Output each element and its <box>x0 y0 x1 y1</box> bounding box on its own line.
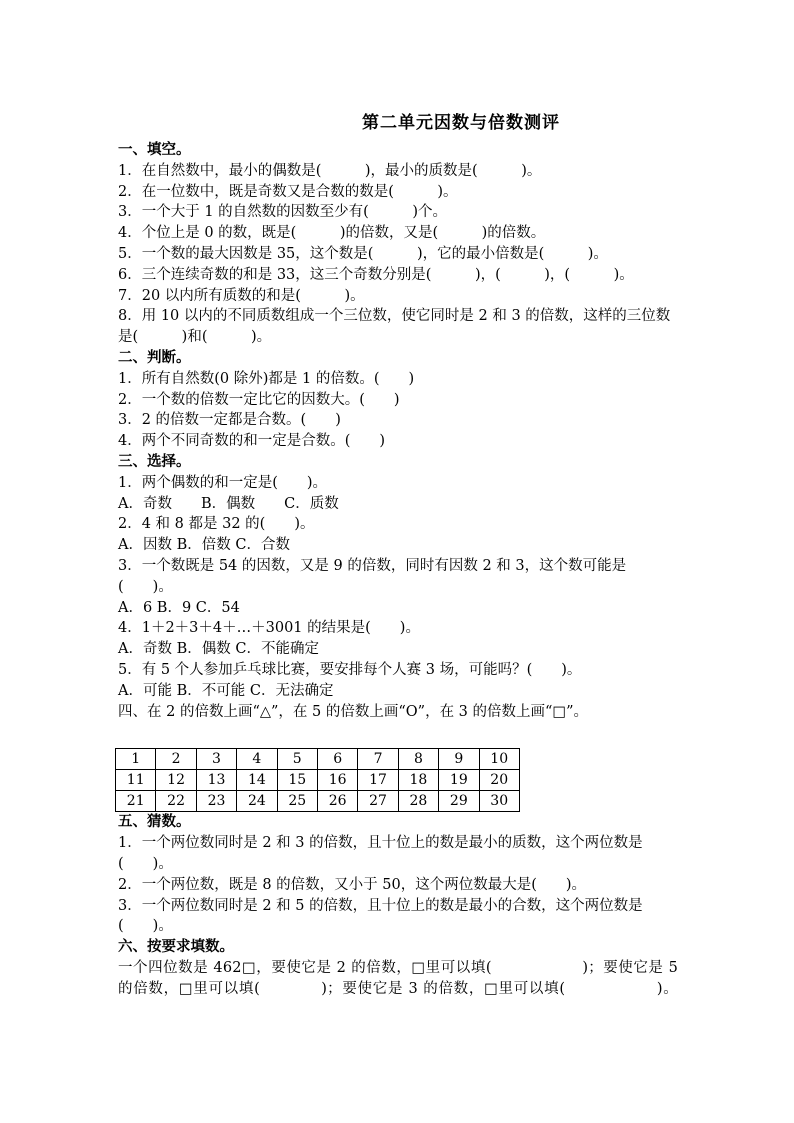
grid-cell: 21 <box>116 791 156 812</box>
question-1-6: 6．三个连续奇数的和是 33，这三个奇数分别是( )，( )，( )。 <box>118 266 634 283</box>
grid-cell: 22 <box>156 791 196 812</box>
grid-cell: 26 <box>317 791 357 812</box>
section6-heading: 六、按要求填数。 <box>118 938 234 956</box>
options-3-3: A．6 B．9 C．54 <box>118 599 240 616</box>
question-1-8: 8．用 10 以内的不同质数组成一个三位数，使它同时是 2 和 3 的倍数，这样的三位数是( )和( )。 <box>118 308 671 346</box>
question-1-1: 1．在自然数中，最小的偶数是( )，最小的质数是( )。 <box>118 162 542 179</box>
grid-row <box>116 791 520 812</box>
grid-row <box>116 770 520 791</box>
question-2-4: 4．两个不同奇数的和一定是合数。( ) <box>118 433 386 450</box>
page-title: 第二单元因数与倍数测评 <box>362 113 560 133</box>
section2-heading: 二、判断。 <box>118 348 191 366</box>
grid-cell: 19 <box>439 770 479 791</box>
question-3-2: 2．4 和 8 都是 32 的( )。 <box>118 516 315 533</box>
question-1-5: 5．一个数的最大因数是 35，这个数是( )，它的最小倍数是( )。 <box>118 245 608 262</box>
section1-heading: 一、填空。 <box>118 141 191 158</box>
question-5-1: 1．一个两位数同时是 2 和 3 的倍数，且十位上的数是最小的质数，这个两位数是( )。 <box>118 835 643 872</box>
grid-cell: 3 <box>196 749 236 770</box>
grid-cell: 16 <box>317 770 357 791</box>
grid-cell: 1 <box>116 749 156 770</box>
grid-cell: 7 <box>358 749 398 770</box>
grid-cell: 5 <box>277 749 317 770</box>
grid-cell: 28 <box>398 791 438 812</box>
grid-cell: 8 <box>398 749 438 770</box>
grid-cell: 12 <box>156 770 196 791</box>
grid-cell: 10 <box>479 749 519 770</box>
grid-cell: 30 <box>479 791 519 812</box>
grid-cell: 17 <box>358 770 398 791</box>
grid-cell: 6 <box>317 749 357 770</box>
section5-heading: 五、猜数。 <box>118 813 191 831</box>
grid-cell: 25 <box>277 791 317 812</box>
grid-cell: 27 <box>358 791 398 812</box>
grid-cell: 20 <box>479 770 519 791</box>
grid-cell: 29 <box>439 791 479 812</box>
question-3-5: 5．有 5 个人参加乒乓球比赛，要安排每个人赛 3 场，可能吗？( )。 <box>118 661 582 678</box>
spacer <box>118 722 678 740</box>
grid-cell: 23 <box>196 791 236 812</box>
grid-cell: 15 <box>277 770 317 791</box>
section4-heading: 四、在 2 的倍数上画“△”，在 5 的倍数上画“O”，在 3 的倍数上画“□”。 <box>118 703 589 720</box>
question-5-2: 2．一个两位数，既是 8 的倍数，又小于 50，这个两位数最大是( )。 <box>118 876 587 893</box>
grid-cell: 9 <box>439 749 479 770</box>
grid-cell: 11 <box>116 770 156 791</box>
grid-row <box>116 749 520 770</box>
options-3-1: A．奇数 B．偶数 C．质数 <box>118 495 339 512</box>
question-1-2: 2．在一位数中，既是奇数又是合数的数是( )。 <box>118 183 458 200</box>
grid-cell: 24 <box>237 791 277 812</box>
options-3-5: A．可能 B．不可能 C．无法确定 <box>118 682 334 699</box>
grid-cell: 14 <box>237 770 277 791</box>
question-1-7: 7．20 以内所有质数的和是( )。 <box>118 287 365 304</box>
question-2-3: 3．2 的倍数一定都是合数。( ) <box>118 412 341 429</box>
question-3-4: 4．1＋2＋3＋4＋…＋3001 的结果是( )。 <box>118 620 420 637</box>
question-1-4: 4．个位上是 0 的数，既是( )的倍数，又是( )的倍数。 <box>118 225 546 242</box>
question-1-3: 3．一个大于 1 的自然数的因数至少有( )个。 <box>118 204 447 221</box>
grid-cell: 4 <box>237 749 277 770</box>
worksheet-content <box>118 140 678 999</box>
question-3-3: 3．一个数既是 54 的因数，又是 9 的倍数，同时有因数 2 和 3，这个数可能是( )。 <box>118 557 627 595</box>
grid-cell: 2 <box>156 749 196 770</box>
grid-cell: 18 <box>398 770 438 791</box>
options-3-2: A．因数 B．倍数 C．合数 <box>118 537 290 554</box>
number-grid <box>115 748 520 812</box>
question-6-text: 一个四位数是 462□，要使它是 2 的倍数，□里可以填( )；要使它是 5 的倍数，□里可以填( )；要使它是 3 的倍数，□里可以填( )。 <box>118 959 678 997</box>
question-2-2: 2．一个数的倍数一定比它的因数大。( ) <box>118 391 400 408</box>
question-3-1: 1．两个偶数的和一定是( )。 <box>118 474 328 491</box>
grid-cell: 13 <box>196 770 236 791</box>
options-3-4: A．奇数 B．偶数 C．不能确定 <box>118 641 319 658</box>
question-5-3: 3．一个两位数同时是 2 和 5 的倍数，且十位上的数是最小的合数，这个两位数是( )。 <box>118 897 643 935</box>
section3-heading: 三、选择。 <box>118 452 191 470</box>
question-2-1: 1．所有自然数(0 除外)都是 1 的倍数。( ) <box>118 370 415 387</box>
